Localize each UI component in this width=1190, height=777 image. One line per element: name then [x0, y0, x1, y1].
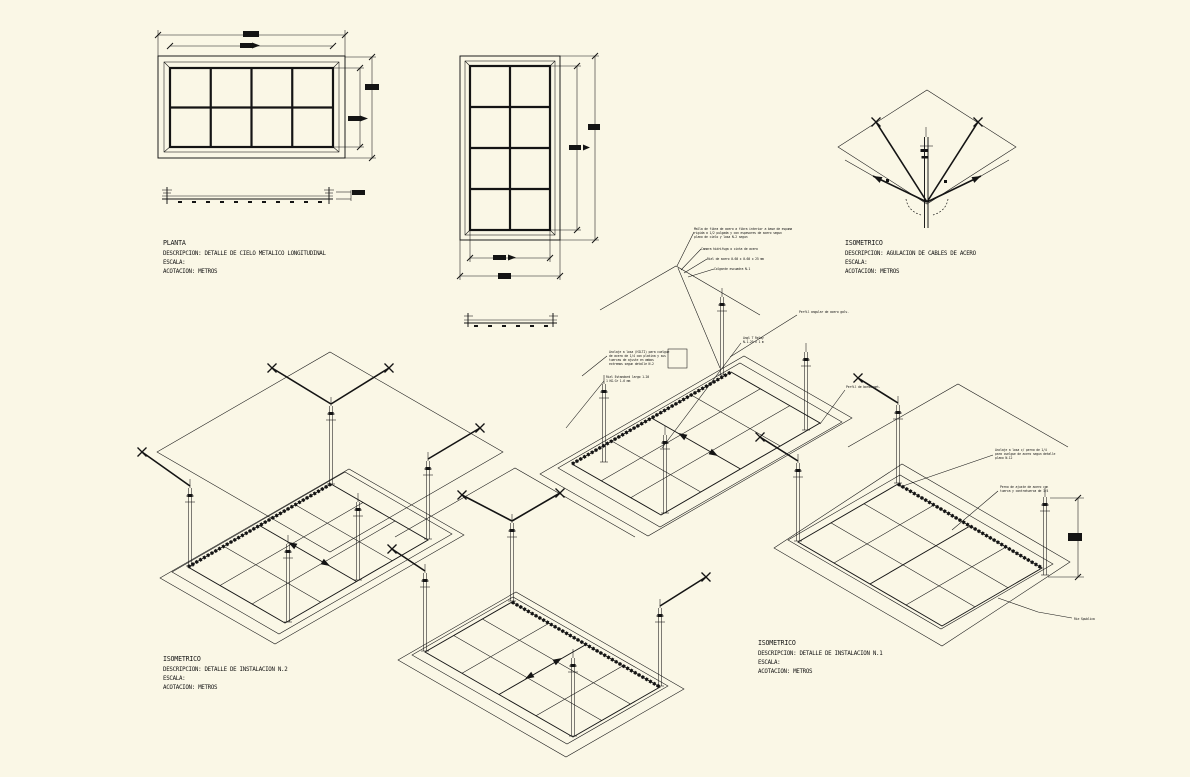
dim-value-block	[243, 31, 259, 37]
title-block-planta	[163, 239, 327, 275]
dim-arrow-icon	[583, 145, 590, 151]
iso-cable-anchoring-detail	[838, 90, 1016, 228]
cable-anchor-icon	[385, 364, 394, 373]
hanger-rod	[717, 288, 727, 375]
plan2-dimensions-bottom	[457, 230, 563, 280]
plan1-dimensions-right	[333, 54, 379, 161]
micro-annotation: Rie Spublica	[1074, 617, 1095, 621]
micro-annotation: Malla de fibra de acero a fibra interior a base de espuma	[694, 227, 792, 231]
view-acotacion: ACOTACION: METROS	[845, 269, 900, 275]
view-acotacion: ACOTACION: METROS	[758, 669, 813, 675]
view-descripcion: DESCRIPCION: DETALLE DE INSTALACION N.2	[163, 667, 288, 673]
hanger-rod	[353, 493, 363, 580]
hanger-rod	[1040, 488, 1050, 575]
title-block-iso-n1	[758, 639, 883, 675]
dim-value-block	[569, 145, 581, 150]
view-title: PLANTA	[163, 239, 186, 247]
hanger-rod	[326, 397, 336, 484]
hanger-rod	[893, 396, 903, 483]
micro-annotation: Colgante escuadra N.1	[714, 267, 751, 271]
view-title: ISOMETRICO	[758, 639, 796, 647]
dim-value-block	[498, 273, 511, 279]
iso-panel-n1	[756, 374, 1095, 647]
micro-annotation: plano N.12	[995, 456, 1013, 460]
hanger-rod	[793, 454, 803, 541]
micro-annotation: Perfil angular de acero galv.	[799, 310, 849, 314]
micro-annotation: Perfil de borde met.	[846, 385, 881, 389]
view-descripcion: DESCRIPCION: AGULACION DE CABLES DE ACERO	[845, 251, 976, 257]
span-arrow-icon	[321, 559, 332, 569]
plan2-dimensions-right	[550, 53, 600, 243]
view-title: ISOMETRICO	[163, 655, 201, 663]
title-block-iso-n2	[163, 655, 287, 691]
cable-anchor-icon	[872, 118, 881, 127]
iso-n1-height-dimension	[1048, 495, 1084, 580]
micro-annotation: para cuelgue de acero segun detalle	[995, 452, 1056, 456]
dim-value-block	[1068, 533, 1082, 541]
cable-anchor-icon	[458, 491, 467, 500]
dim-arrow-icon	[252, 43, 260, 49]
micro-annotation: N.1.20 x 1 m	[743, 340, 764, 344]
iso-panel-bottom-center	[388, 468, 711, 757]
dim-value-block	[588, 124, 600, 130]
view-escala: ESCALA:	[163, 260, 186, 266]
dim-value-block	[240, 43, 252, 48]
edge-section-view-2	[464, 313, 558, 327]
view-escala: ESCALA:	[845, 260, 868, 266]
micro-annotation: extremos segun detalle N.2	[609, 362, 654, 366]
dim-value-block	[352, 190, 365, 195]
dim-arrow-icon	[508, 255, 516, 261]
view-acotacion: ACOTACION: METROS	[163, 685, 218, 691]
micro-annotation: tuerca y contratuerca de 1/4	[1000, 489, 1049, 493]
cable-anchor-icon	[388, 545, 397, 554]
plan1-dimensions-top	[155, 30, 348, 57]
cable-anchor-icon	[268, 364, 277, 373]
micro-annotation: plano de cielo y losa N.2 segun	[694, 235, 748, 239]
iso-panel-n2	[138, 352, 504, 644]
micro-annotation: rigida a 1/2 pulgada y con espesores de acero segun	[694, 231, 782, 235]
iso-panel-middle	[540, 266, 852, 536]
micro-annotation: Angl T Relay	[743, 336, 764, 340]
cable-anchor-icon	[974, 118, 983, 127]
cable-anchor-icon	[702, 573, 711, 582]
view-escala: ESCALA:	[163, 676, 186, 682]
span-arrow-icon	[709, 449, 720, 459]
detail-box	[668, 349, 687, 368]
micro-annotation: Perno de ajuste de acero con	[1000, 485, 1049, 489]
hanger-rod	[185, 479, 195, 566]
dim-value-block	[493, 255, 506, 260]
micro-annotation: de acero de 1/4 con platina y sus	[609, 354, 666, 358]
micro-annotation: Riel Estandard largo 1.20	[606, 375, 649, 379]
annotations-panel-n1	[900, 448, 1095, 621]
span-arrow-icon	[553, 655, 564, 665]
micro-annotation: Riel de acero 0.60 x 0.60 x 25 mm	[707, 257, 764, 261]
cable-anchor-icon	[476, 424, 485, 433]
hanger-rod	[420, 564, 430, 651]
view-title: ISOMETRICO	[845, 239, 883, 247]
view-escala: ESCALA:	[758, 660, 781, 666]
micro-annotation: Camara hidrifuga o cinta de acero	[701, 247, 758, 251]
hanger-rod	[507, 514, 517, 601]
title-block-iso-cables	[845, 239, 977, 275]
view-descripcion: DESCRIPCION: DETALLE DE INSTALACION N.1	[758, 651, 883, 657]
dim-arrow-icon	[360, 116, 368, 122]
cable-anchor-icon	[138, 448, 147, 457]
dim-value-block	[365, 84, 379, 90]
edge-section-view-1	[162, 187, 365, 204]
annotation-stack-middle	[677, 227, 792, 368]
cable-anchor-icon	[854, 374, 863, 383]
micro-annotation: Anclaje a losa (HILTI) para cuelgue	[609, 350, 670, 354]
plan-view-transversal	[457, 53, 600, 280]
view-descripcion: DESCRIPCION: DETALLE DE CIELO METALICO LONGITUDINAL	[163, 251, 326, 257]
micro-annotation: tuercas de ajuste en ambos	[609, 358, 654, 362]
cable-anchor-icon	[756, 433, 765, 442]
micro-annotation: Anclaje a losa c/ perno de 1/4	[995, 448, 1047, 452]
dim-value-block	[348, 116, 360, 121]
cable-anchor-icon	[556, 489, 565, 498]
view-acotacion: ACOTACION: METROS	[163, 269, 218, 275]
micro-annotation: 1 KG.Gr 1.6 mm	[606, 379, 631, 383]
plan-view-longitudinal	[155, 30, 379, 161]
